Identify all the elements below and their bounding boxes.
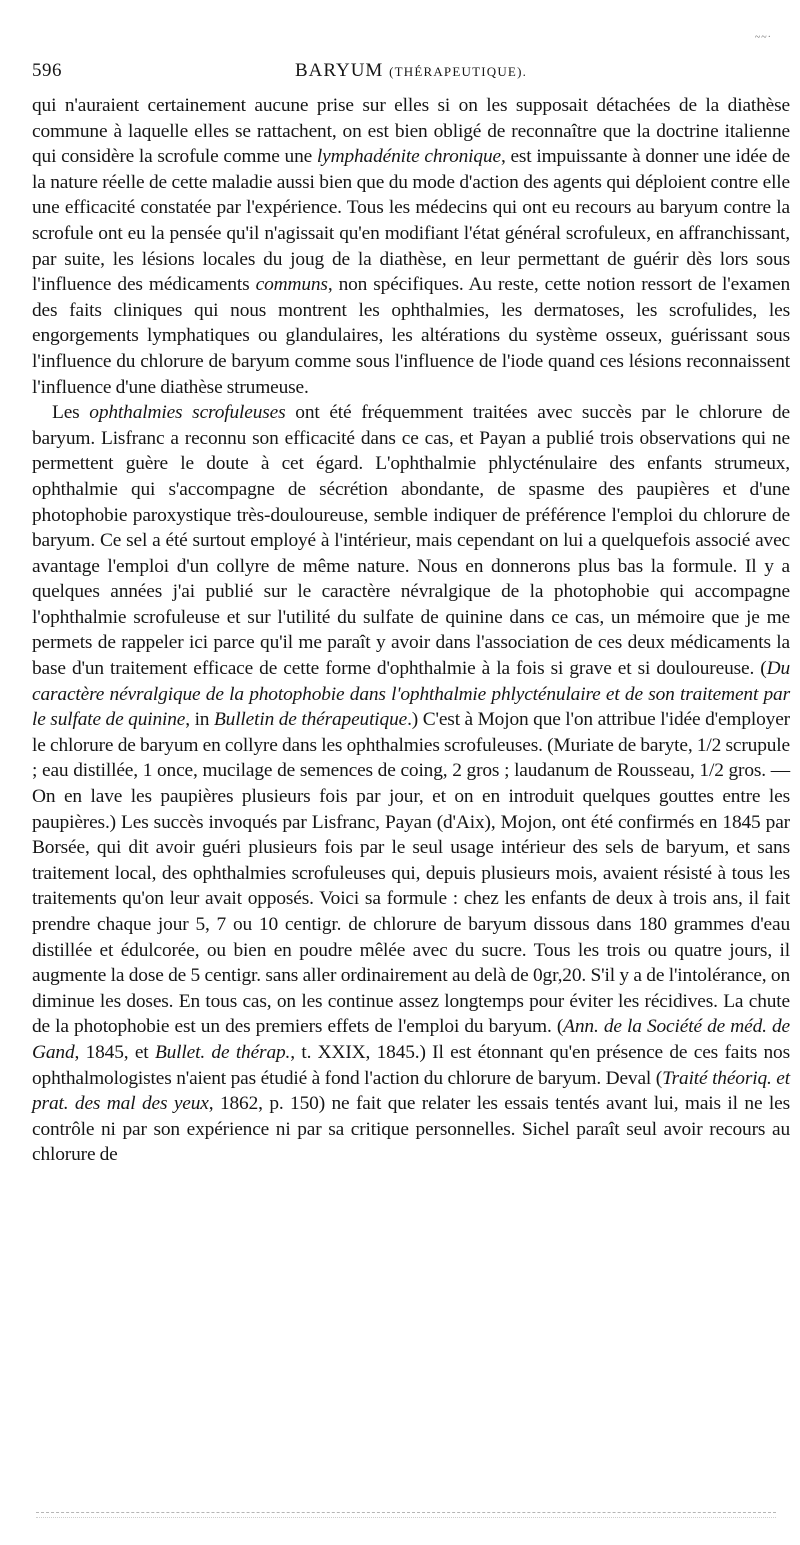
- italic-run: ophthalmies scrofuleuses: [89, 402, 286, 424]
- text-run: , t. XXIX, 1845.) Il est étonnant qu'en présence de ces faits nos ophthalmologistes n'aient pas étudié à fond l'action du chlorure de baryum. Deval (: [32, 1041, 790, 1089]
- text-run: , 1862, p. 150) ne fait que relater les essais tentés avant lui, mais il ne les contrôle ni par son expérience ni par sa critique personnelles. Sichel paraît seul avoir recours au chlorure de: [32, 1093, 790, 1166]
- running-head-subtitle: (THÉRAPEUTIQUE).: [389, 64, 528, 79]
- text-run: ont été fréquemment traitées avec succès par le chlorure de baryum. Lisfranc a reconnu son efficacité dans ce cas, et Payan a publié trois observations qui ne permettent guère le doute à cet égard. L'ophthalmie phlycténulaire des enfants strumeux, ophthalmie qui s'accompagne de sécrétion abondante, de spasme des paupières et d'une photophobie paroxystique très-douloureuse, semble indiquer de préférence l'emploi du chlorure de baryum. Ce sel a été surtout employé à l'intérieur, mais cependant on lui a quelquefois associé avec avantage l'emploi d'un collyre de même nature. Nous en donnerons plus bas la formule. Il y a quelques années j'ai publié sur le caractère névralgique de la photophobie qui accompagne l'ophthalmie scrofuleuse et sur l'utilité du sulfate de quinine dans ce cas, un mémoire que je me permets de rappeler ici parce qu'il me paraît y avoir dans l'association de ces deux médicaments la base d'un traitement efficace de cette forme d'ophthalmie à la fois si grave et si douloureuse. (: [32, 402, 790, 680]
- text-run: .) C'est à Mojon que l'on attribue l'idée d'employer le chlorure de baryum en collyre dans les ophthalmies scrofuleuses. (Muriate de baryte, 1/2 scrupule ; eau distillée, 1 once, mucilage de semences de coing, 2 gros ; laudanum de Rousseau, 1/2 gros. — On en lave les paupières plusieurs fois par jour, et on en introduit quelques gouttes entre les paupières.) Les succès invoqués par Lisfranc, Payan (d'Aix), Mojon, ont été confirmés en 1845 par Borsée, qui dit avoir guéri plusieurs fois par le seul usage intérieur des sels de baryum, et sans traitement local, des ophthalmies scrofuleuses qui, depuis plusieurs mois, avaient résisté à tous les traitements qu'on leur avait opposés. Voici sa formule : chez les enfants de deux à trois ans, il fait prendre chaque jour 5, 7 ou 10 centigr. de chlorure de baryum dissous dans 180 grammes d'eau distillée et édulcorée, ou bien en poudre mêlée avec du sucre. Tous les trois ou quatre jours, il augmente la dose de 5 centigr. sans aller ordinairement au delà de 0gr,20. S'il y a de l'intolérance, on diminue les doses. En tous cas, on les continue assez longtemps pour éviter les récidives. La chute de la photophobie est un des premiers effets de l'emploi du baryum. (: [32, 709, 790, 1038]
- body-text: [32, 93, 790, 1168]
- text-run: , non spécifiques. Au reste, cette notion ressort de l'examen des faits cliniques qui nous montrent les ophthalmies, les dermatoses, les scrofulides, les engorgements lymphatiques ou glandulaires, les altérations du système osseux, guérissant sous l'influence du chlorure de baryum comme sous l'influence de l'iode quand ces lésions reconnaissent l'influence d'une diathèse strumeuse.: [32, 274, 790, 398]
- text-run: , est impuissante à donner une idée de la nature réelle de cette maladie aussi bien que du mode d'action des agents qui déploient contre elle une efficacité constatée par l'expérience. Tous les médecins qui ont eu recours au baryum contre la scrofule ont eu la pensée qu'il n'agissait qu'en modifiant l'état général scrofuleux, en affranchissant, par suite, les lésions locales du joug de la diathèse, en leur permettant de guérir dès lors sous l'influence des médicaments: [32, 146, 790, 296]
- paragraph-1: [32, 93, 790, 400]
- footer-rule-secondary: [36, 1517, 776, 1518]
- corner-mark: ~~·: [754, 32, 772, 43]
- italic-run: Bulletin de thérapeutique: [213, 709, 408, 731]
- italic-run: Bullet. de thérap.: [154, 1041, 291, 1063]
- italic-run: lymphadénite chronique: [316, 146, 501, 168]
- paragraph-2: [32, 400, 790, 1168]
- italic-run: Du caractère névralgique de la photophobie dans l'ophthalmie phlycténulaire et de son traitement par le sulfate de quinine: [32, 658, 790, 731]
- text-run: qui n'auraient certainement aucune prise sur elles si on les supposait détachées de la diathèse commune à laquelle elles se rattachent, on est bien obligé de reconnaître que la doctrine italienne qui considère la scrofule comme une: [32, 95, 790, 168]
- running-head-title: BARYUM: [294, 60, 384, 81]
- text-run: Les: [52, 402, 90, 424]
- text-run: , in: [185, 709, 214, 731]
- footer-rule: [36, 1512, 776, 1513]
- italic-run: Traité théoriq. et prat. des mal des yeux: [32, 1067, 790, 1115]
- text-run: , 1845, et: [74, 1041, 155, 1063]
- page-header: [32, 32, 790, 86]
- italic-run: Ann. de la Société de méd. de Gand: [32, 1016, 790, 1063]
- running-head: [32, 60, 790, 82]
- italic-run: communs: [255, 274, 328, 296]
- page-number: 596: [32, 60, 62, 81]
